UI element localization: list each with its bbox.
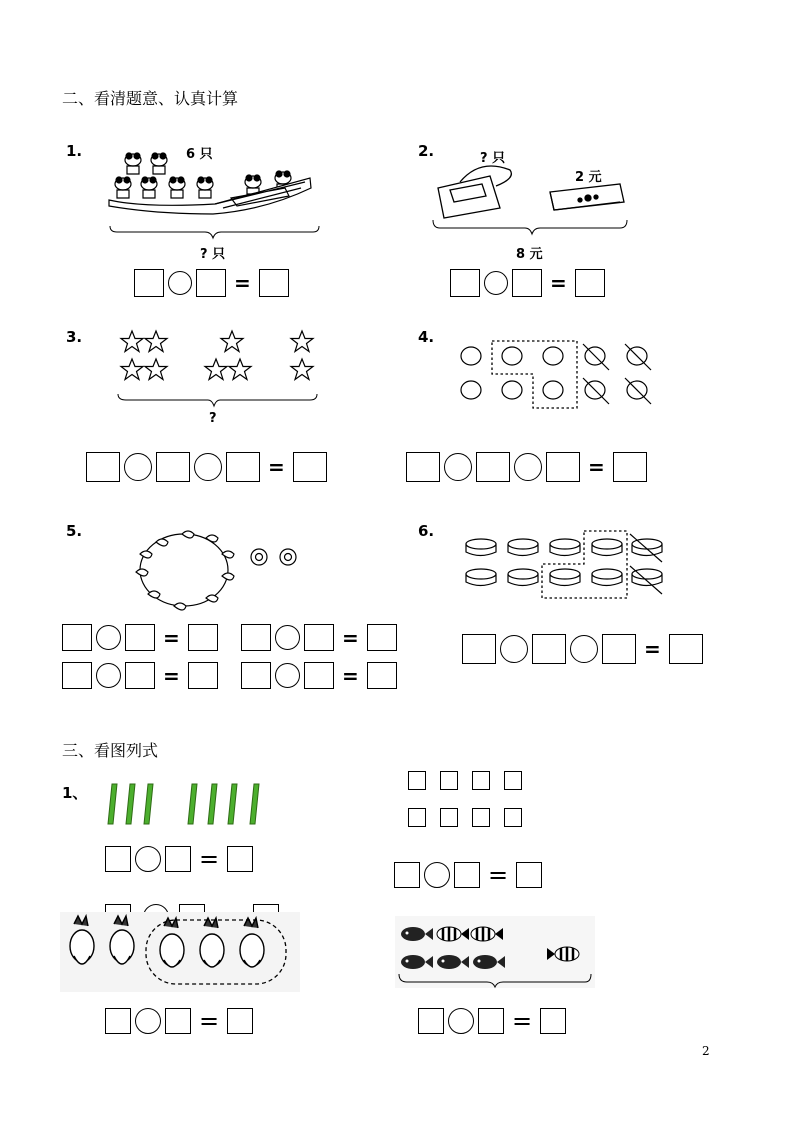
operator-circle[interactable]: [570, 635, 598, 663]
answer-box[interactable]: [532, 634, 566, 664]
problem-5-equation-4: [241, 662, 397, 689]
operator-circle[interactable]: [275, 625, 300, 650]
square-icon: [504, 771, 522, 790]
answer-box[interactable]: [454, 862, 480, 888]
radishes-picture: [60, 912, 300, 992]
problem-2-bottom-label: 8 元: [516, 247, 543, 262]
stick-icon: [208, 784, 217, 824]
green-sticks: [100, 780, 270, 830]
equals-sign: =: [199, 1007, 220, 1035]
problem-2-illustration: [430, 158, 630, 238]
answer-box[interactable]: [406, 452, 440, 482]
equals-sign: =: [342, 625, 359, 650]
answer-box[interactable]: [602, 634, 636, 664]
answer-box[interactable]: [241, 662, 271, 689]
answer-box[interactable]: [540, 1008, 566, 1034]
problem-5-equation-1: [62, 624, 218, 651]
bead-icon: [222, 551, 234, 558]
problem-2-number: 2.: [418, 142, 435, 160]
dog-icon: [245, 175, 261, 194]
answer-box[interactable]: [125, 662, 155, 689]
problem-3-equation: [86, 452, 327, 482]
answer-box[interactable]: [478, 1008, 504, 1034]
circle-icon: [543, 381, 563, 399]
dog-icon: [141, 177, 157, 198]
problem-1-top-label: 6 只: [186, 147, 213, 162]
problem-6-equation: [462, 634, 703, 664]
answer-box[interactable]: [450, 269, 480, 297]
star-icon: [291, 331, 313, 352]
answer-box[interactable]: [105, 1008, 131, 1034]
problem-6-number: 6.: [418, 522, 435, 540]
square-icon: [440, 808, 458, 827]
answer-box[interactable]: [156, 452, 190, 482]
answer-box[interactable]: [394, 862, 420, 888]
equals-sign: =: [512, 1007, 533, 1035]
star-icon: [121, 331, 143, 352]
bead-icon: [140, 551, 152, 558]
dog-icon: [197, 177, 213, 198]
operator-circle[interactable]: [96, 625, 121, 650]
star-icon: [229, 359, 251, 380]
circle-icon: [502, 381, 522, 399]
bead-icon: [182, 531, 194, 538]
problem-1-number: 1.: [66, 142, 83, 160]
star-icon: [145, 331, 167, 352]
problem-4-equation: [406, 452, 647, 482]
answer-box[interactable]: [62, 662, 92, 689]
operator-circle[interactable]: [484, 271, 508, 295]
problem-3-number: 3.: [66, 328, 83, 346]
answer-box[interactable]: [304, 662, 334, 689]
coin-icon: [508, 539, 538, 556]
problem-2-right-label: 2 元: [575, 170, 602, 185]
bead-icon: [136, 569, 148, 576]
star-icon: [291, 359, 313, 380]
square-icon: [472, 771, 490, 790]
answer-box[interactable]: [125, 624, 155, 651]
operator-circle[interactable]: [448, 1008, 474, 1034]
problem-1-equation: [134, 269, 289, 297]
answer-box[interactable]: [476, 452, 510, 482]
section-three-equation-4: [418, 1007, 566, 1035]
stick-icon: [144, 784, 153, 824]
circle-icon: [543, 347, 563, 365]
answer-box[interactable]: [165, 1008, 191, 1034]
operator-circle[interactable]: [424, 862, 450, 888]
coin-icon: [592, 569, 622, 586]
answer-box[interactable]: [227, 1008, 253, 1034]
section-three-equation-1: [105, 845, 253, 873]
answer-box[interactable]: [575, 269, 605, 297]
answer-box[interactable]: [516, 862, 542, 888]
equals-sign: =: [199, 845, 220, 873]
section-three-q1-number: 1、: [62, 784, 88, 802]
stick-icon: [126, 784, 135, 824]
equals-sign: =: [488, 861, 509, 889]
problem-4-circles: [455, 338, 665, 413]
answer-box[interactable]: [105, 846, 131, 872]
operator-circle[interactable]: [444, 453, 472, 481]
problem-1-bottom-label: ? 只: [200, 247, 226, 262]
operator-circle[interactable]: [500, 635, 528, 663]
problem-5-number: 5.: [66, 522, 83, 540]
problem-2-equation: [450, 269, 605, 297]
operator-circle[interactable]: [194, 453, 222, 481]
equals-sign: =: [550, 271, 567, 295]
page-number: 2: [702, 1044, 710, 1058]
dog-icon: [125, 153, 141, 174]
answer-box[interactable]: [293, 452, 327, 482]
star-icon: [221, 331, 243, 352]
equals-sign: =: [268, 455, 285, 479]
square-icon: [440, 771, 458, 790]
answer-box[interactable]: [165, 846, 191, 872]
star-icon: [205, 359, 227, 380]
equals-sign: =: [163, 663, 180, 688]
circle-icon: [502, 347, 522, 365]
dog-icon: [115, 177, 131, 198]
answer-box[interactable]: [241, 624, 271, 651]
bead-icon: [222, 573, 234, 580]
answer-box[interactable]: [259, 269, 289, 297]
problem-2-left-label: ? 只: [480, 151, 506, 166]
answer-box[interactable]: [669, 634, 703, 664]
square-icon: [408, 771, 426, 790]
problem-5-equation-2: [241, 624, 397, 651]
dog-icon: [151, 153, 167, 174]
star-icon: [121, 359, 143, 380]
answer-box[interactable]: [418, 1008, 444, 1034]
stick-icon: [188, 784, 197, 824]
operator-circle[interactable]: [135, 846, 161, 872]
coin-icon: [508, 569, 538, 586]
coin-icon: [592, 539, 622, 556]
circle-icon: [461, 381, 481, 399]
answer-box[interactable]: [196, 269, 226, 297]
section-three-title: 三、看图列式: [62, 741, 159, 760]
answer-box[interactable]: [226, 452, 260, 482]
coin-icon: [466, 539, 496, 556]
operator-circle[interactable]: [96, 663, 121, 688]
coin-icon: [550, 539, 580, 556]
equals-sign: =: [644, 637, 661, 661]
problem-5-bead-ring: [134, 530, 314, 620]
answer-box[interactable]: [86, 452, 120, 482]
star-icon: [145, 359, 167, 380]
section-three-equation-2: [394, 861, 542, 889]
equals-sign: =: [342, 663, 359, 688]
stick-icon: [108, 784, 117, 824]
equals-sign: =: [234, 271, 251, 295]
coin-icon: [466, 569, 496, 586]
answer-box[interactable]: [134, 269, 164, 297]
stick-icon: [228, 784, 237, 824]
bead-icon: [174, 603, 186, 610]
problem-4-number: 4.: [418, 328, 435, 346]
bead-icon: [156, 539, 168, 546]
dog-icon: [169, 177, 185, 198]
operator-circle[interactable]: [168, 271, 192, 295]
answer-box[interactable]: [546, 452, 580, 482]
answer-box[interactable]: [512, 269, 542, 297]
operator-circle[interactable]: [124, 453, 152, 481]
answer-box[interactable]: [613, 452, 647, 482]
section-two-title: 二、看清题意、认真计算: [62, 89, 239, 108]
bead-icon: [148, 591, 160, 598]
problem-3-bottom-label: ?: [209, 411, 217, 426]
fish-picture: [395, 916, 595, 988]
answer-box[interactable]: [188, 624, 218, 651]
squares-grid: [408, 771, 522, 831]
answer-box[interactable]: [462, 634, 496, 664]
answer-box[interactable]: [367, 662, 397, 689]
answer-box[interactable]: [367, 624, 397, 651]
problem-3-stars: [112, 328, 327, 403]
answer-box[interactable]: [62, 624, 92, 651]
answer-box[interactable]: [227, 846, 253, 872]
answer-box[interactable]: [188, 662, 218, 689]
problem-1-illustration: [105, 148, 320, 220]
operator-circle[interactable]: [275, 663, 300, 688]
square-icon: [408, 808, 426, 827]
operator-circle[interactable]: [514, 453, 542, 481]
coin-icon: [632, 539, 662, 556]
operator-circle[interactable]: [135, 1008, 161, 1034]
equals-sign: =: [163, 625, 180, 650]
bead-icon: [206, 535, 218, 542]
problem-5-equation-3: [62, 662, 218, 689]
equals-sign: =: [588, 455, 605, 479]
answer-box[interactable]: [304, 624, 334, 651]
coin-icon: [550, 569, 580, 586]
problem-6-coins: [462, 528, 672, 603]
circle-icon: [461, 347, 481, 365]
square-icon: [472, 808, 490, 827]
section-three-equation-3: [105, 1007, 253, 1035]
stick-icon: [250, 784, 259, 824]
square-icon: [504, 808, 522, 827]
